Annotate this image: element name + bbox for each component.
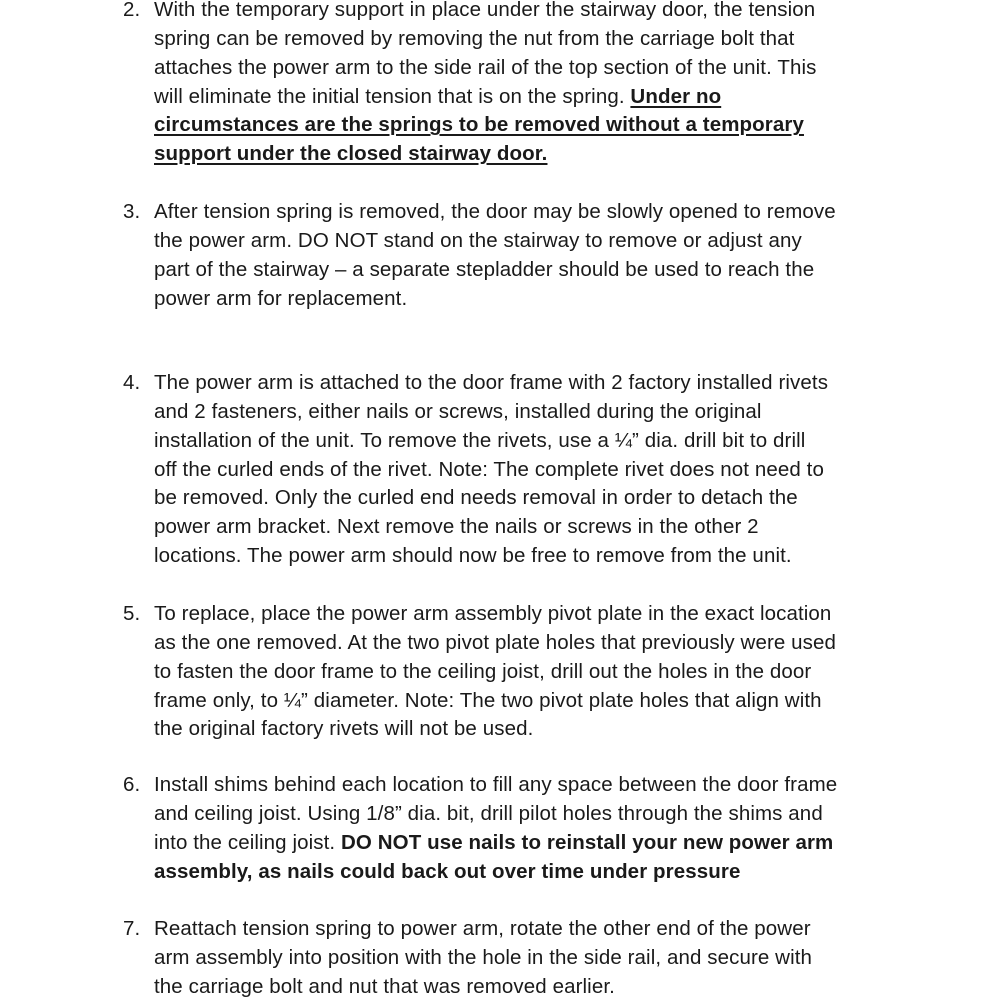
- text-run: With the temporary support in place under the stairway door, the tension: [154, 0, 816, 21]
- text-run: Reattach tension spring to power arm, rotate the other end of the power: [154, 917, 811, 940]
- text-run: frame only, to ¼” diameter. Note: The two pivot plate holes that align with: [154, 688, 822, 712]
- text-line: [154, 398, 884, 427]
- text-run: locations. The power arm should now be free to remove from the unit.: [154, 544, 792, 568]
- text-line: [154, 256, 884, 285]
- text-run: the original factory rivets will not be used.: [154, 717, 534, 741]
- text-line: [154, 944, 884, 973]
- text-line: [154, 285, 884, 314]
- step-text: [154, 915, 884, 1000]
- step-number: 5.: [123, 602, 141, 625]
- text-line: [154, 829, 884, 858]
- warning-text: circumstances are the springs to be removed without a temporary: [154, 113, 804, 137]
- text-line: [154, 800, 884, 829]
- step-text: [154, 0, 884, 169]
- step-number: 4.: [123, 371, 141, 394]
- text-run: will eliminate the initial tension that is on the spring.: [154, 84, 631, 108]
- text-run: installation of the unit. To remove the rivets, use a ¼” dia. drill bit to drill: [154, 428, 806, 452]
- step-text: [154, 369, 884, 571]
- step-number: 7.: [123, 917, 141, 940]
- text-run: as the one removed. At the two pivot plate holes that previously were used: [154, 630, 837, 654]
- text-line: [154, 858, 884, 887]
- text-run: power arm for replacement.: [154, 286, 408, 310]
- text-line: [154, 513, 884, 542]
- text-line: [154, 456, 884, 485]
- text-line: [154, 973, 884, 1000]
- text-run: off the curled ends of the rivet. Note: The complete rivet does not need to: [154, 457, 824, 481]
- text-line: [154, 140, 884, 169]
- step-text: [154, 600, 884, 744]
- text-line: [154, 600, 884, 629]
- text-line: [154, 629, 884, 658]
- step-text: [154, 771, 884, 886]
- text-run: Install shims behind each location to fill any space between the door frame: [154, 773, 838, 796]
- text-run: and 2 fasteners, either nails or screws, installed during the original: [154, 399, 762, 423]
- text-line: [154, 427, 884, 456]
- emphasis-text: assembly, as nails could back out over time under pressure: [154, 859, 741, 883]
- text-line: [154, 111, 884, 140]
- text-run: arm assembly into position with the hole in the side rail, and secure with: [154, 945, 813, 969]
- text-line: [154, 658, 884, 687]
- text-line: [154, 198, 884, 227]
- text-line: [154, 25, 884, 54]
- text-run: to fasten the door frame to the ceiling joist, drill out the holes in the door: [154, 659, 812, 683]
- text-line: [154, 83, 884, 112]
- text-run: To replace, place the power arm assembly pivot plate in the exact location: [154, 602, 832, 625]
- emphasis-text: DO NOT use nails to reinstall your new power arm: [341, 830, 834, 854]
- text-run: After tension spring is removed, the door may be slowly opened to remove: [154, 200, 836, 223]
- step-number: 6.: [123, 773, 141, 796]
- warning-text: Under no: [630, 84, 722, 108]
- text-line: [154, 0, 884, 25]
- text-run: spring can be removed by removing the nut from the carriage bolt that: [154, 26, 795, 50]
- text-line: [154, 715, 884, 744]
- text-line: [154, 54, 884, 83]
- text-run: The power arm is attached to the door frame with 2 factory installed rivets: [154, 371, 829, 394]
- warning-text: support under the closed stairway door.: [154, 142, 548, 166]
- text-run: attaches the power arm to the side rail of the top section of the unit. This: [154, 55, 817, 79]
- text-line: [154, 369, 884, 398]
- text-run: into the ceiling joist.: [154, 830, 341, 854]
- text-line: [154, 227, 884, 256]
- text-run: the carriage bolt and nut that was removed earlier.: [154, 974, 615, 998]
- text-run: power arm bracket. Next remove the nails or screws in the other 2: [154, 515, 759, 539]
- text-line: [154, 915, 884, 944]
- text-run: part of the stairway – a separate stepladder should be used to reach the: [154, 257, 815, 281]
- step-number: 2.: [123, 0, 141, 21]
- step-text: [154, 198, 884, 313]
- text-line: [154, 687, 884, 716]
- text-run: and ceiling joist. Using 1/8” dia. bit, drill pilot holes through the shims and: [154, 801, 823, 825]
- text-line: [154, 542, 884, 571]
- step-number: 3.: [123, 200, 141, 223]
- text-run: be removed. Only the curled end needs removal in order to detach the: [154, 486, 798, 510]
- text-line: [154, 771, 884, 800]
- text-line: [154, 484, 884, 513]
- text-run: the power arm. DO NOT stand on the stairway to remove or adjust any: [154, 228, 802, 252]
